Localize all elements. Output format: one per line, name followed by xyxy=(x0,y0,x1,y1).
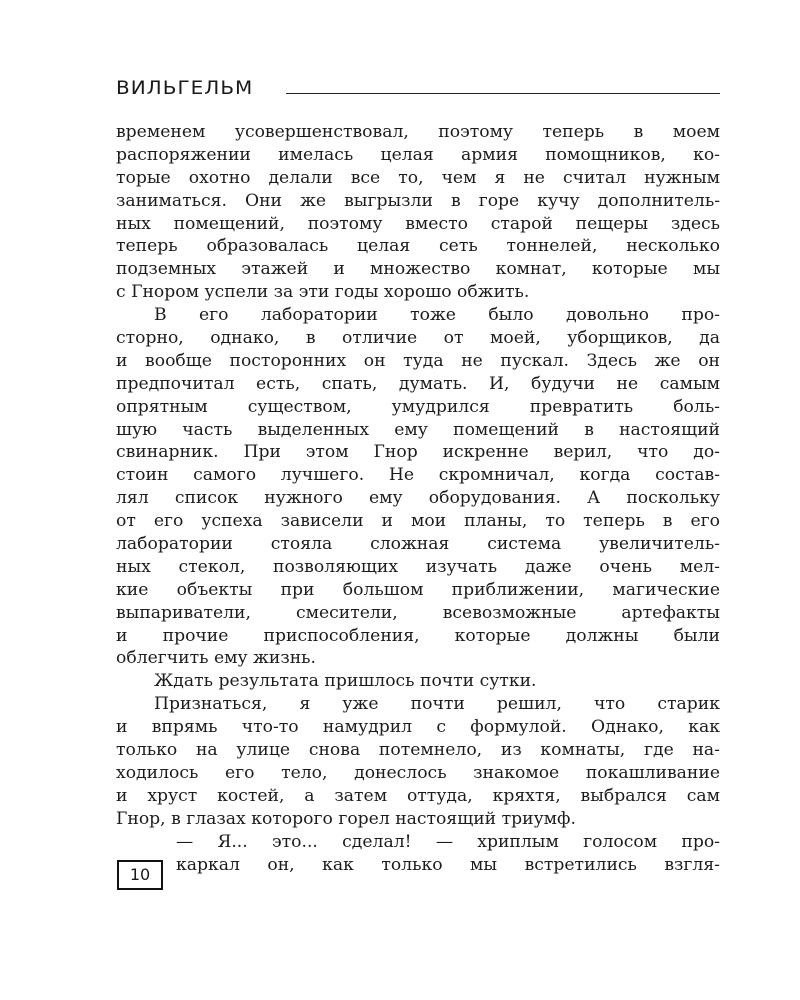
text-line: торые охотно делали все то, чем я не считал нужным xyxy=(116,167,720,188)
text-line: и хруст костей, а затем оттуда, кряхтя, выбрался сам xyxy=(116,785,720,806)
text-line: и впрямь что-то намудрил с формулой. Однако, как xyxy=(116,717,720,738)
text-line: предпочитал есть, спать, думать. И, будучи не самым xyxy=(116,373,720,394)
header-rule xyxy=(286,93,720,94)
body-text xyxy=(116,121,720,876)
text-line: Признаться, я уже почти решил, что старик xyxy=(154,694,720,715)
text-line: распоряжении имелась целая армия помощников, ко- xyxy=(116,144,720,165)
text-line: и прочие приспособления, которые должны были xyxy=(116,625,720,646)
text-line: кие объекты при большом приближении, магические xyxy=(116,579,720,600)
text-line: и вообще посторонних он туда не пускал. Здесь же он xyxy=(116,350,720,371)
text-line: лял список нужного ему оборудования. А поскольку xyxy=(116,488,720,509)
text-line: лаборатории стояла сложная система увеличитель- xyxy=(116,534,720,555)
text-line: подземных этажей и множество комнат, которые мы xyxy=(116,259,720,280)
text-line: выпариватели, смесители, всевозможные артефакты xyxy=(116,602,720,623)
text-line: сторно, однако, в отличие от моей, уборщиков, да xyxy=(116,328,720,349)
text-line: облегчить ему жизнь. xyxy=(116,648,316,669)
text-line: ных стекол, позволяющих изучать даже очень мел- xyxy=(116,556,720,577)
page-number: 10 xyxy=(117,860,163,890)
text-line: каркал он, как только мы встретились взгля- xyxy=(176,854,720,875)
text-line: свинарник. При этом Гнор искренне верил, что до- xyxy=(116,442,720,463)
text-line: Гнор, в глазах которого горел настоящий триумф. xyxy=(116,808,576,829)
text-line: шую часть выделенных ему помещений в настоящий xyxy=(116,419,720,440)
running-header xyxy=(116,76,720,102)
text-line: стоин самого лучшего. Не скромничал, когда состав- xyxy=(116,465,720,486)
text-line: В его лаборатории тоже было довольно про- xyxy=(154,305,720,326)
text-line: заниматься. Они же выгрызли в горе кучу дополнитель- xyxy=(116,190,720,211)
running-head-title: ВИЛЬГЕЛЬМ xyxy=(116,76,254,99)
text-line: от его успеха зависели и мои планы, то теперь в его xyxy=(116,511,720,532)
text-line: — Я... это... сделал! — хриплым голосом про- xyxy=(176,831,720,852)
text-line: теперь образовалась целая сеть тоннелей, несколько xyxy=(116,236,720,257)
text-line: ходилось его тело, донеслось знакомое покашливание xyxy=(116,762,720,783)
text-line: временем усовершенствовал, поэтому теперь в моем xyxy=(116,122,720,142)
text-line: ных помещений, поэтому вместо старой пещеры здесь xyxy=(116,213,720,234)
text-line: только на улице снова потемнело, из комнаты, где на- xyxy=(116,740,720,761)
text-line: опрятным существом, умудрился превратить боль- xyxy=(116,396,720,417)
text-line: Ждать результата пришлось почти сутки. xyxy=(154,671,537,692)
text-line: с Гнором успели за эти годы хорошо обжить. xyxy=(116,282,530,303)
